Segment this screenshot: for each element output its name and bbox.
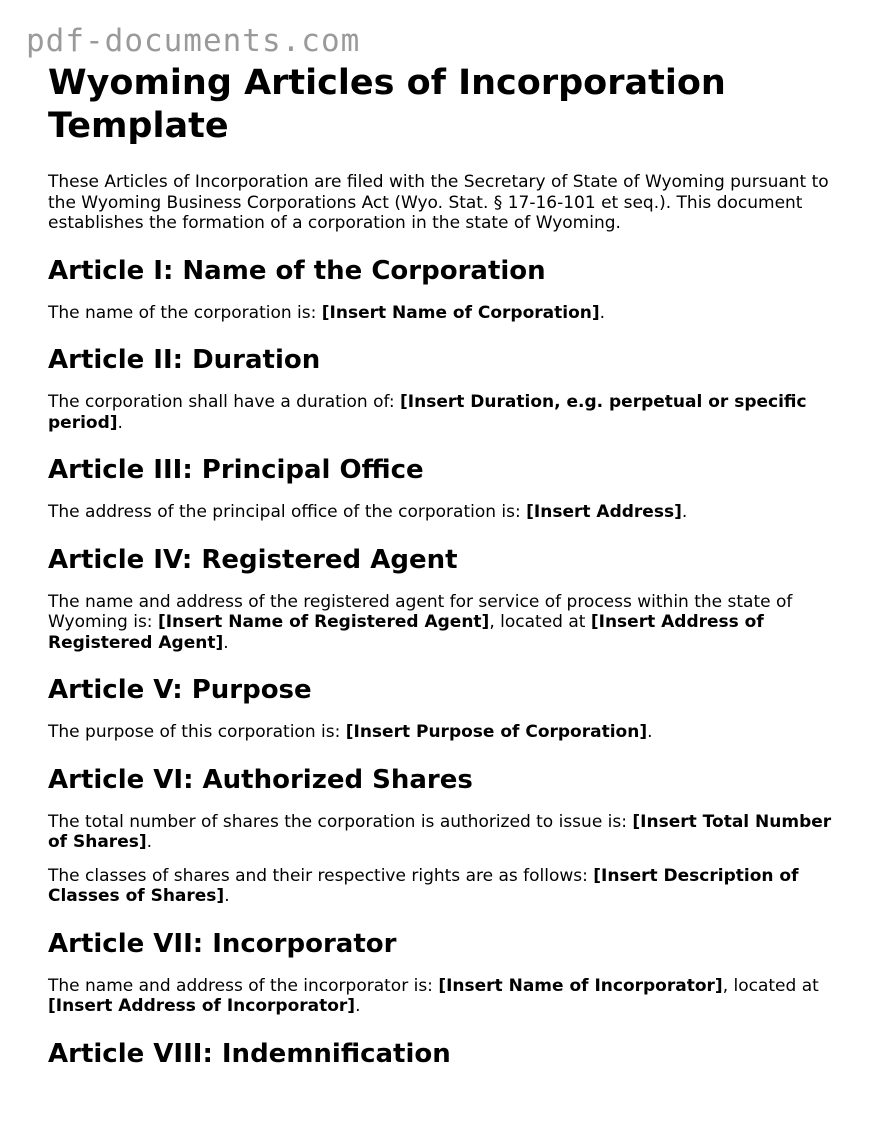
article-paragraph: [48, 812, 848, 853]
article-paragraph: [48, 592, 848, 654]
article-section: [48, 544, 848, 654]
paragraph-text: The name and address of the incorporator is:: [48, 975, 439, 996]
article-section: [48, 1038, 848, 1070]
paragraph-text: .: [117, 412, 123, 433]
placeholder-field: [Insert Duration, e.g. perpetual or specific period]: [48, 392, 807, 433]
article-section: [48, 928, 848, 1017]
document-title: Wyoming Articles of Incorporation Template: [48, 63, 726, 146]
paragraph-text: , located at: [722, 975, 819, 996]
paragraph-text: .: [599, 302, 606, 323]
article-heading: Article I: Name of the Corporation: [48, 255, 546, 286]
paragraph-text: .: [223, 632, 229, 653]
article-heading: Article VIII: Indemnification: [48, 1038, 451, 1069]
article-heading: Article III: Principal Office: [48, 455, 424, 485]
intro-paragraph: These Articles of Incorporation are filed with the Secretary of State of Wyoming pursuant to the Wyoming Business Corporations Act (Wyo. Stat. § 17-16-101 et seq.). This document establishes the formation of a corporation in the state of Wyoming.: [48, 172, 829, 233]
article-section: [48, 344, 848, 433]
placeholder-field: [Insert Address of Registered Agent]: [48, 612, 764, 653]
paragraph-text: The purpose of this corporation is:: [48, 722, 346, 742]
paragraph-text: , located at: [489, 612, 591, 632]
article-section: [48, 674, 848, 743]
article-section: [48, 764, 848, 907]
placeholder-field: [Insert Name of Corporation]: [321, 302, 600, 323]
article-paragraph: [48, 976, 848, 1017]
placeholder-field: [Insert Purpose of Corporation]: [345, 722, 648, 742]
paragraph-text: .: [224, 886, 230, 906]
article-paragraph: [48, 502, 848, 523]
article-paragraph: [48, 303, 848, 324]
article-heading: Article VI: Authorized Shares: [48, 764, 473, 795]
article-paragraph: [48, 722, 848, 743]
placeholder-field: [Insert Name of Incorporator]: [438, 975, 723, 996]
article-heading: Article V: Purpose: [48, 675, 312, 705]
placeholder-field: [Insert Description of Classes of Shares]: [48, 865, 799, 906]
paragraph-text: The total number of shares the corporation is authorized to issue is:: [48, 811, 633, 832]
article-paragraph: [48, 866, 848, 907]
article-heading: Article IV: Registered Agent: [48, 544, 458, 575]
watermark: pdf-documents.com: [26, 23, 361, 59]
paragraph-text: The name of the corporation is:: [48, 302, 322, 323]
paragraph-text: The address of the principal office of the corporation is:: [48, 502, 527, 522]
paragraph-text: .: [681, 502, 688, 522]
article-section: [48, 255, 848, 324]
placeholder-field: [Insert Name of Registered Agent]: [157, 612, 490, 632]
paragraph-text: The classes of shares and their respective rights are as follows:: [48, 865, 594, 886]
paragraph-text: The name and address of the registered agent for service of process within the state of Wyoming is:: [48, 591, 793, 632]
article-section: [48, 454, 848, 523]
paragraph-text: The corporation shall have a duration of:: [48, 392, 401, 412]
article-paragraph: [48, 392, 848, 433]
document-body: [48, 62, 848, 1086]
paragraph-text: .: [647, 722, 653, 742]
article-heading: Article VII: Incorporator: [48, 928, 397, 959]
placeholder-field: [Insert Total Number of Shares]: [48, 811, 832, 852]
placeholder-field: [Insert Address]: [526, 502, 682, 522]
paragraph-text: .: [146, 832, 153, 852]
paragraph-text: .: [355, 996, 361, 1016]
placeholder-field: [Insert Address of Incorporator]: [48, 996, 356, 1016]
article-heading: Article II: Duration: [48, 345, 321, 375]
